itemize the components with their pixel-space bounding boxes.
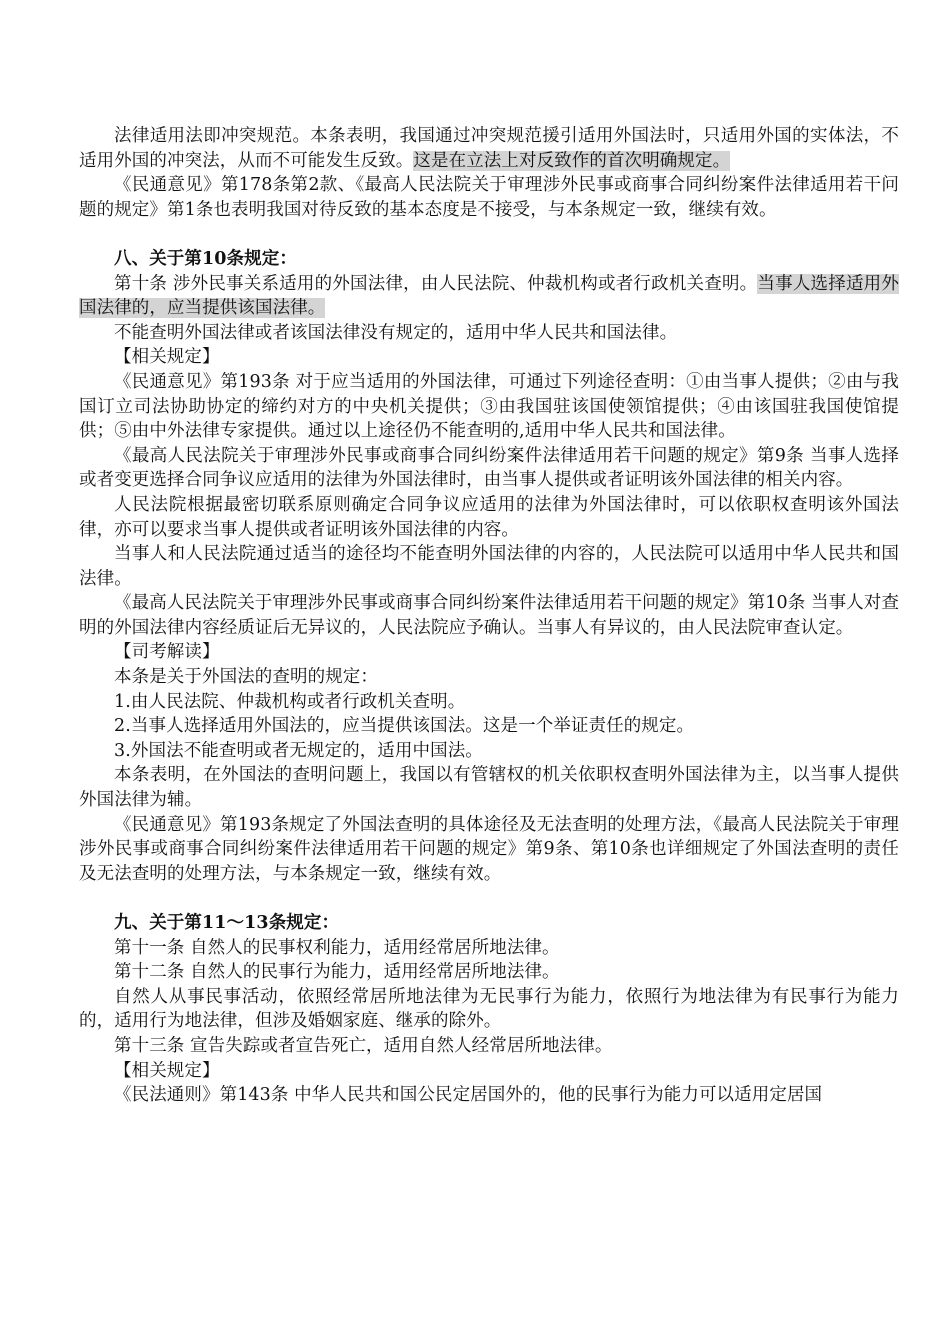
related-provisions-label: 【相关规定】	[114, 1060, 220, 1081]
related-provision-1: 《民通意见》第193条 对于应当适用的外国法律，可通过下列途径查明：①由当事人提供；②由与我国订立司法协助协定的缔约对方的中央机关提供；③由我国驻该国使领馆提供；④由该国驻我国使馆提供；⑤由中外法律专家提供。通过以上途径仍不能查明的,适用中华人民共和国法律。	[79, 371, 899, 442]
highlighted-text: 这是在立法上对反致作的首次明确规定。	[413, 150, 731, 171]
related-provision-5: 《最高人民法院关于审理涉外民事或商事合同纠纷案件法律适用若干问题的规定》第10条 当事人对查明的外国法律内容经质证后无异议的，人民法院应予确认。当事人有异议的，由人民法院审查认定。	[79, 593, 899, 638]
article-13: 第十三条 宣告失踪或者宣告死亡，适用自然人经常居所地法律。	[114, 1035, 613, 1056]
section-9-heading: 九、关于第11～13条规定：	[114, 913, 340, 933]
exam-interpretation-label: 【司考解读】	[114, 642, 220, 663]
article-10-para-2: 不能查明外国法律或者该国法律没有规定的，适用中华人民共和国法律。	[114, 322, 678, 343]
article-12: 第十二条 自然人的民事行为能力，适用经常居所地法律。	[114, 962, 560, 983]
highlighted-text: 当事人选择适用外国法律的，应当提供该国法律。	[79, 273, 899, 319]
related-provision-4: 当事人和人民法院通过适当的途径均不能查明外国法律的内容的，人民法院可以适用中华人民共和国法律。	[79, 544, 899, 589]
interpretation-item-3: 3.外国法不能查明或者无规定的，适用中国法。	[114, 740, 483, 761]
interpretation-item-2: 2.当事人选择适用外国法的，应当提供该国法。这是一个举证责任的规定。	[114, 716, 695, 737]
related-provisions-label: 【相关规定】	[114, 347, 220, 368]
interpretation-summary: 本条表明，在外国法的查明问题上，我国以有管辖权的机关依职权查明外国法律为主，以当事人提供外国法律为辅。	[79, 765, 899, 811]
paragraph-renvoi: 法律适用法即冲突规范。本条表明，我国通过冲突规范援引适用外国法时，只适用外国的实体法，不适用外国的冲突法，从而不可能发生反致。这是在立法上对反致作的首次明确规定。	[79, 126, 899, 171]
section-8-heading: 八、关于第10条规定：	[114, 248, 297, 269]
interpretation-item-1: 1.由人民法院、仲裁机构或者行政机关查明。	[114, 691, 466, 712]
article-11: 第十一条 自然人的民事权利能力，适用经常居所地法律。	[114, 937, 560, 958]
interpretation-intro: 本条是关于外国法的查明的规定：	[114, 667, 378, 688]
document-body	[79, 124, 899, 1108]
paragraph-renvoi-basis: 《民通意见》第178条第2款、《最高人民法院关于审理涉外民事或商事合同纠纷案件法律适用若干问题的规定》第1条也表明我国对待反致的基本态度是不接受，与本条规定一致，继续有效。	[79, 175, 899, 220]
article-10: 第十条 涉外民事关系适用的外国法律，由人民法院、仲裁机构或者行政机关查明。当事人选择适用外国法律的，应当提供该国法律。	[79, 273, 899, 319]
related-provision-3: 人民法院根据最密切联系原则确定合同争议应适用的法律为外国法律时，可以依职权查明该外国法律，亦可以要求当事人提供或者证明该外国法律的内容。	[79, 494, 899, 540]
article-12-para-2: 自然人从事民事活动，依照经常居所地法律为无民事行为能力，依照行为地法律为有民事行为能力的，适用行为地法律，但涉及婚姻家庭、继承的除外。	[79, 986, 899, 1032]
related-provision-1: 《民法通则》第143条 中华人民共和国公民定居国外的，他的民事行为能力可以适用定居国	[114, 1085, 823, 1106]
interpretation-validity: 《民通意见》第193条规定了外国法查明的具体途径及无法查明的处理方法，《最高人民法院关于审理涉外民事或商事合同纠纷案件法律适用若干问题的规定》第9条、第10条也详细规定了外国法查明的责任及无法查明的处理方法，与本条规定一致，继续有效。	[79, 814, 899, 884]
related-provision-2: 《最高人民法院关于审理涉外民事或商事合同纠纷案件法律适用若干问题的规定》第9条 当事人选择或者变更选择合同争议应适用的法律为外国法律时，由当事人提供或者证明该外国法律的相关内容。	[79, 445, 899, 491]
